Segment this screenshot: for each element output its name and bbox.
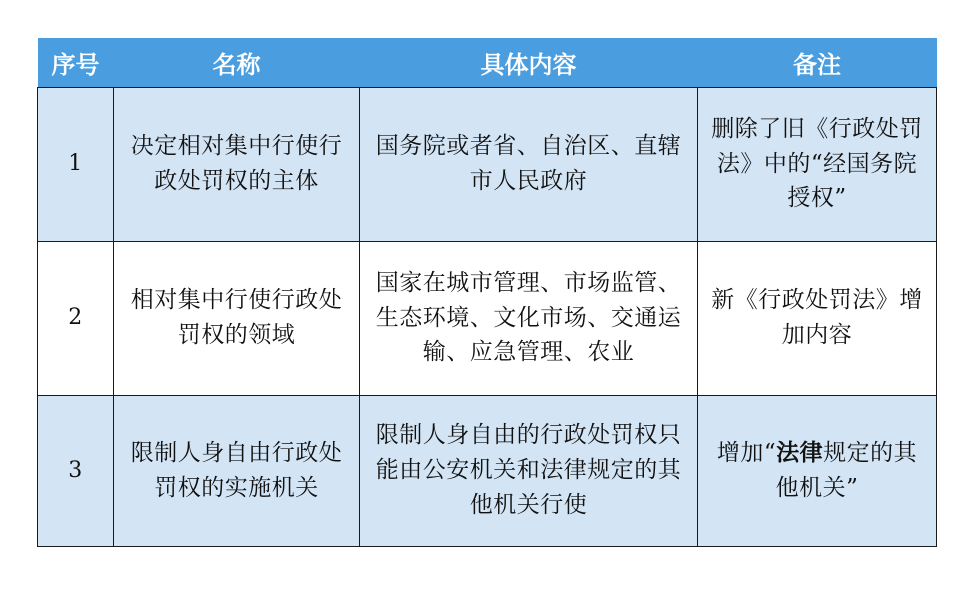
row-name: 相对集中行使行政处罚权的领域 bbox=[114, 241, 360, 395]
header-number: 序号 bbox=[38, 38, 114, 87]
row-name: 决定相对集中行使行政处罚权的主体 bbox=[114, 87, 360, 241]
row-number: 2 bbox=[38, 241, 114, 395]
row-number: 3 bbox=[38, 395, 114, 546]
table-header bbox=[38, 38, 937, 87]
note-text-post: 规定的其他机关” bbox=[775, 439, 918, 501]
row-content: 国务院或者省、自治区、直辖市人民政府 bbox=[360, 87, 698, 241]
comparison-table bbox=[37, 38, 937, 547]
header-note: 备注 bbox=[698, 38, 937, 87]
table-body bbox=[38, 87, 937, 546]
row-number: 1 bbox=[38, 87, 114, 241]
table-row bbox=[38, 395, 937, 546]
row-note: 新《行政处罚法》增加内容 bbox=[698, 241, 937, 395]
row-content: 国家在城市管理、市场监管、生态环境、文化市场、交通运输、应急管理、农业 bbox=[360, 241, 698, 395]
row-content: 限制人身自由的行政处罚权只能由公安机关和法律规定的其他机关行使 bbox=[360, 395, 698, 546]
header-content: 具体内容 bbox=[360, 38, 698, 87]
row-note bbox=[698, 395, 937, 546]
row-name: 限制人身自由行政处罚权的实施机关 bbox=[114, 395, 360, 546]
note-text-pre: 增加“ bbox=[716, 439, 777, 466]
table-row bbox=[38, 241, 937, 395]
table-row bbox=[38, 87, 937, 241]
header-name: 名称 bbox=[114, 38, 360, 87]
header-row bbox=[38, 38, 937, 87]
row-note: 删除了旧《行政处罚法》中的“经国务院授权” bbox=[698, 87, 937, 241]
note-text-bold: 法律 bbox=[776, 438, 824, 466]
